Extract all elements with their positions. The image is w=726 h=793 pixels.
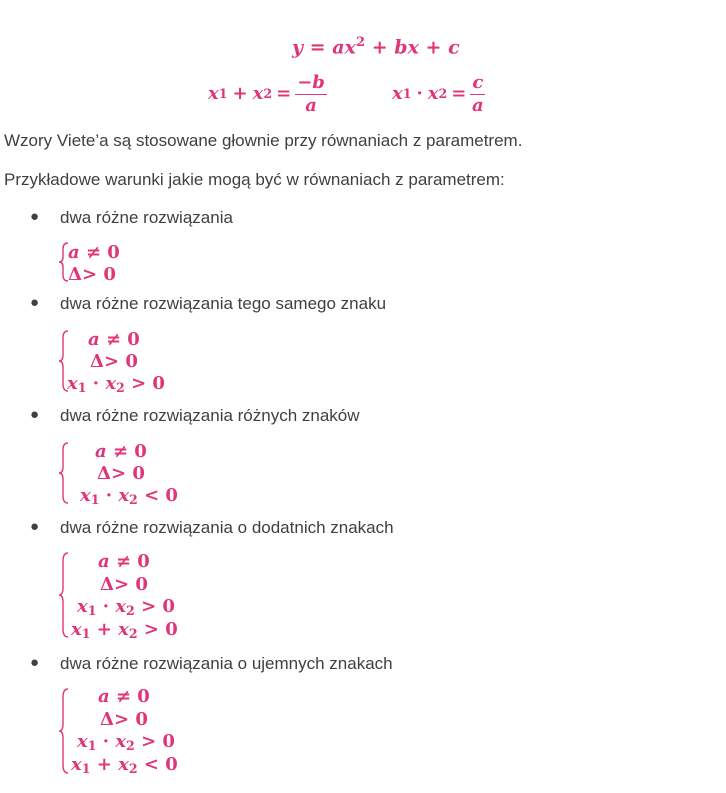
vieta-product-formula: x 1 · x 2 = $\frac{c}{a}$ <box>392 71 484 116</box>
condition: $x_1 + x_2 > 0$ <box>71 619 178 642</box>
bullet-icon: ● <box>30 294 40 311</box>
sum-fraction: $\frac{-b}{a}$ <box>297 71 325 116</box>
left-brace-icon <box>58 688 70 774</box>
condition: Δ> 0 <box>100 709 148 730</box>
condition: Δ> 0 <box>97 463 145 484</box>
paragraph-example-conditions: Przykładowe warunki jakie mogą być w równaniach z parametrem: <box>4 170 505 189</box>
case-label: dwa różne rozwiązania o dodatnich znakach <box>60 518 394 537</box>
condition: a ≠ 0 <box>95 441 147 462</box>
case-label: dwa różne rozwiązania tego samego znaku <box>60 294 387 313</box>
condition: $x_1 \cdot x_2 > 0$ <box>77 596 175 619</box>
case-label: dwa różne rozwiązania o ujemnych znakach <box>60 654 393 673</box>
condition: a ≠ 0 <box>98 686 150 707</box>
condition: a ≠ 0 <box>98 551 150 572</box>
condition: $x_1 \cdot x_2 > 0$ <box>77 731 175 754</box>
case-label: dwa różne rozwiązania <box>60 208 233 227</box>
condition: Δ> 0 <box>100 574 148 595</box>
condition: Δ> 0 <box>68 264 116 285</box>
bullet-icon: ● <box>30 518 40 535</box>
vieta-sum-formula: x 1 + x 2 = $\frac{-b}{a}$ <box>208 71 325 116</box>
condition: $x_1 + x_2 < 0$ <box>71 754 178 777</box>
case-label: dwa różne rozwiązania różnych znaków <box>60 406 360 425</box>
product-fraction: $\frac{c}{a}$ <box>472 71 484 116</box>
condition: $x_1 \cdot x_2 < 0$ <box>80 485 178 508</box>
bullet-icon: ● <box>30 654 40 671</box>
left-brace-icon <box>58 552 70 638</box>
left-brace-icon <box>58 442 70 504</box>
condition: a ≠ 0 <box>68 242 120 263</box>
condition: Δ> 0 <box>90 351 138 372</box>
paragraph-vieta-usage: Wzory Viete’a są stosowane głownie przy równaniach z parametrem. <box>4 131 523 150</box>
quadratic-formula: $y = ax^2$ + bx + c <box>292 35 460 59</box>
bullet-icon: ● <box>30 208 40 225</box>
condition: $x_1 \cdot x_2 > 0$ <box>67 373 165 396</box>
condition: a ≠ 0 <box>88 329 140 350</box>
bullet-icon: ● <box>30 406 40 423</box>
